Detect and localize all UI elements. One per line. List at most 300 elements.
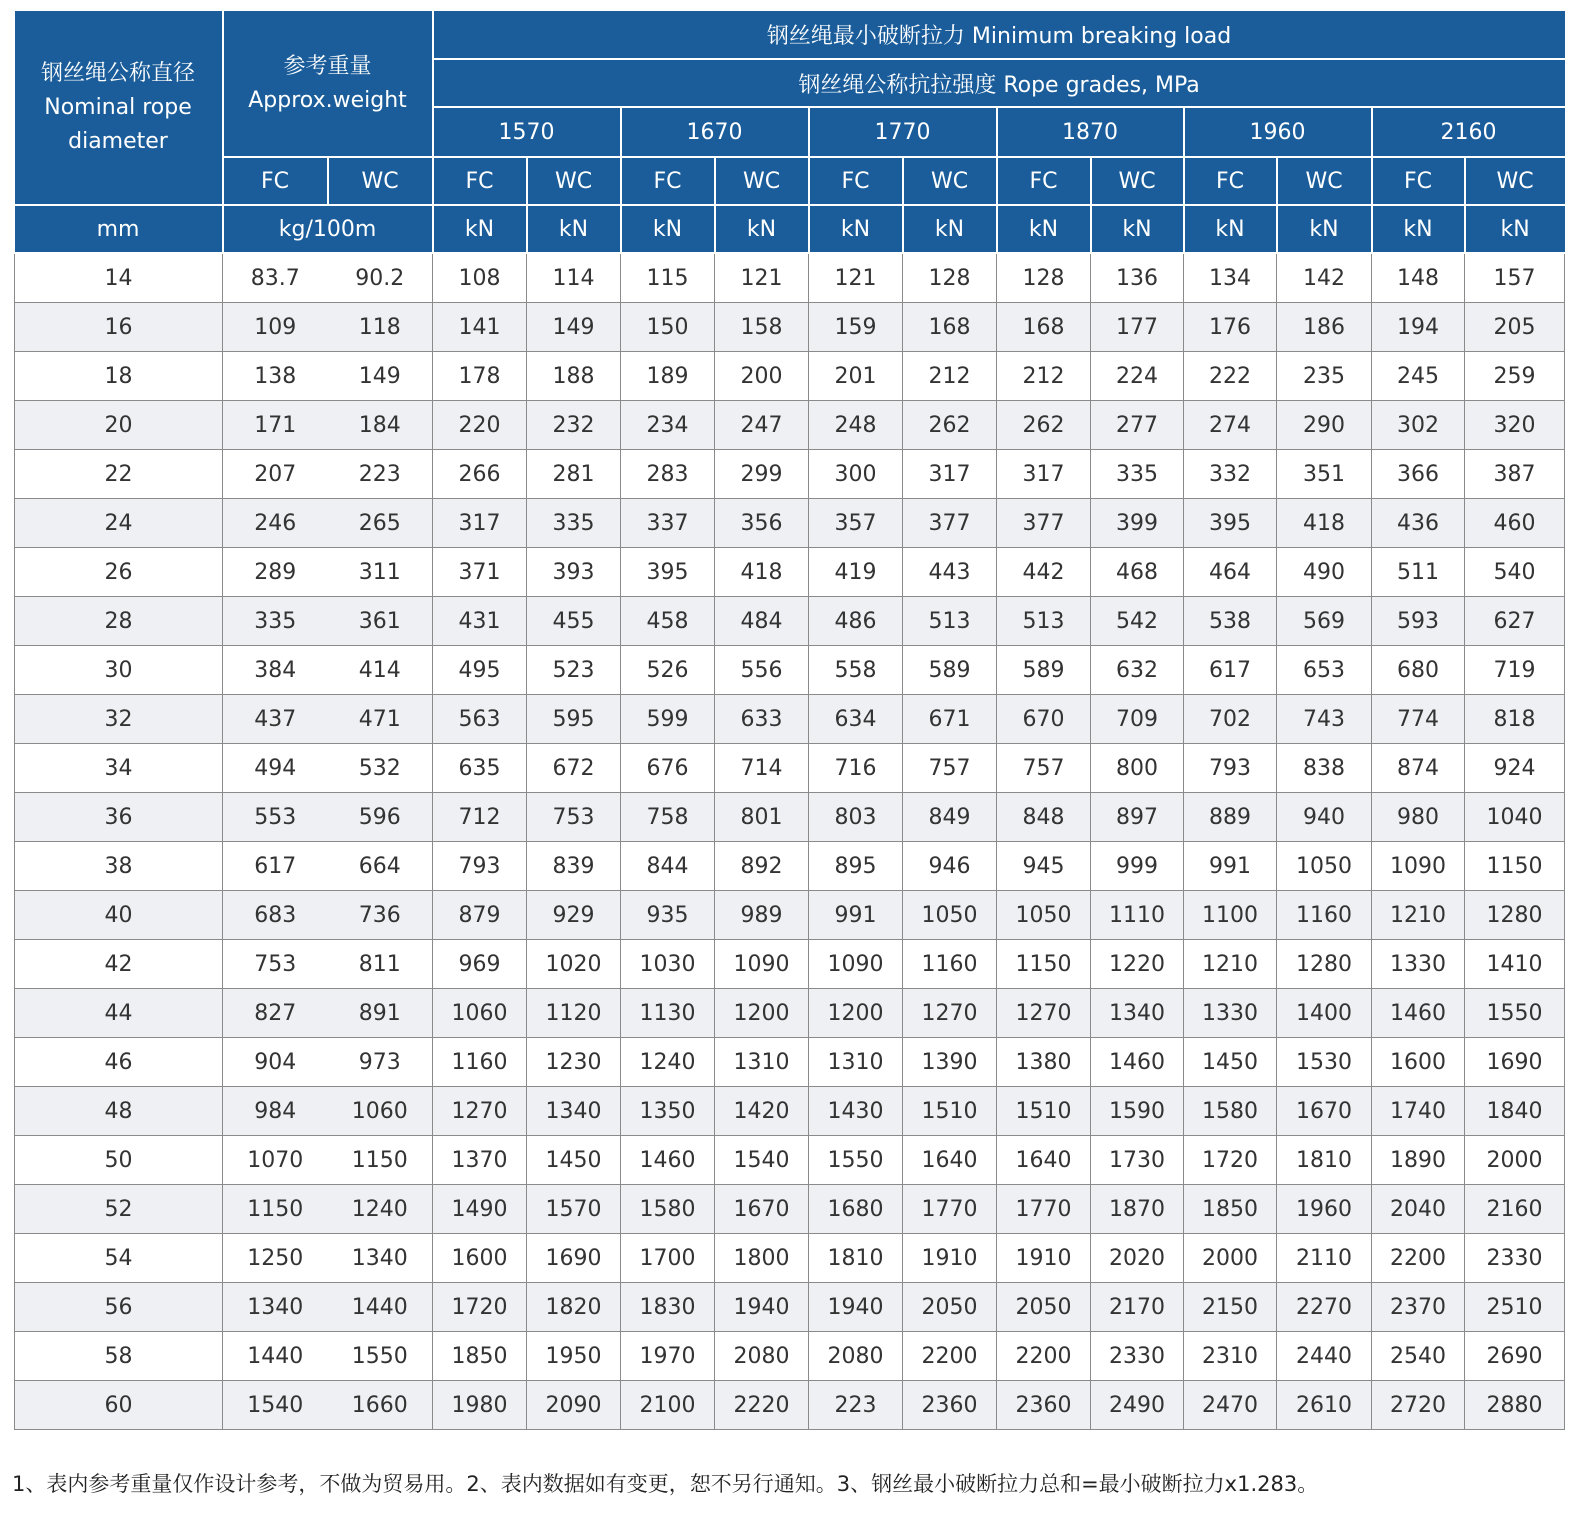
- table-cell: 2200: [903, 1332, 997, 1381]
- table-cell: 2330: [1465, 1234, 1565, 1283]
- table-cell: 464: [1184, 548, 1277, 597]
- table-cell: 1050: [997, 891, 1091, 940]
- table-cell: 844: [621, 842, 715, 891]
- table-cell: 879: [433, 891, 527, 940]
- table-cell: 563: [433, 695, 527, 744]
- table-cell: 290: [1277, 401, 1372, 450]
- table-cell: 553: [223, 793, 328, 842]
- table-cell: 1690: [527, 1234, 621, 1283]
- table-cell: 633: [715, 695, 809, 744]
- table-cell: 235: [1277, 352, 1372, 401]
- table-cell: 1640: [997, 1136, 1091, 1185]
- table-cell: 178: [433, 352, 527, 401]
- table-cell: 2540: [1372, 1332, 1465, 1381]
- table-cell: 1450: [527, 1136, 621, 1185]
- header-weight-fc: FC: [223, 157, 328, 205]
- table-cell: 1740: [1372, 1087, 1465, 1136]
- table-cell: 414: [328, 646, 433, 695]
- table-cell: 929: [527, 891, 621, 940]
- unit-kn: kN: [621, 205, 715, 253]
- table-cell: 393: [527, 548, 621, 597]
- unit-kn: kN: [1277, 205, 1372, 253]
- table-cell: 897: [1091, 793, 1184, 842]
- table-cell: 2330: [1091, 1332, 1184, 1381]
- table-cell: 223: [328, 450, 433, 499]
- table-cell: 168: [997, 303, 1091, 352]
- header-1770-fc: FC: [809, 157, 903, 205]
- table-cell: 532: [328, 744, 433, 793]
- table-cell: 1890: [1372, 1136, 1465, 1185]
- table-cell: 150: [621, 303, 715, 352]
- table-cell: 1570: [527, 1185, 621, 1234]
- header-1870-wc: WC: [1091, 157, 1184, 205]
- table-cell: 1200: [715, 989, 809, 1038]
- rope-spec-table-container: [14, 11, 1564, 1430]
- table-cell: 1800: [715, 1234, 809, 1283]
- table-cell: 1090: [715, 940, 809, 989]
- table-cell: 2040: [1372, 1185, 1465, 1234]
- table-cell: 281: [527, 450, 621, 499]
- table-cell: 1540: [223, 1381, 328, 1430]
- table-cell: 189: [621, 352, 715, 401]
- table-row: [15, 548, 1565, 597]
- cell-diameter: 30: [15, 646, 223, 695]
- table-cell: 1150: [223, 1185, 328, 1234]
- table-cell: 1250: [223, 1234, 328, 1283]
- table-cell: 159: [809, 303, 903, 352]
- header-grade-1770: 1770: [809, 107, 997, 157]
- table-cell: 839: [527, 842, 621, 891]
- table-cell: 680: [1372, 646, 1465, 695]
- table-cell: 596: [328, 793, 433, 842]
- table-cell: 1230: [527, 1038, 621, 1087]
- table-cell: 371: [433, 548, 527, 597]
- table-cell: 108: [433, 253, 527, 303]
- table-cell: 1720: [433, 1283, 527, 1332]
- header-min-breaking-load: 钢丝绳最小破断拉力 Minimum breaking load: [433, 11, 1565, 59]
- cell-diameter: 48: [15, 1087, 223, 1136]
- table-cell: 361: [328, 597, 433, 646]
- table-cell: 1550: [809, 1136, 903, 1185]
- table-cell: 1580: [1184, 1087, 1277, 1136]
- table-cell: 399: [1091, 499, 1184, 548]
- table-cell: 2610: [1277, 1381, 1372, 1430]
- cell-diameter: 16: [15, 303, 223, 352]
- table-cell: 317: [903, 450, 997, 499]
- table-cell: 1150: [328, 1136, 433, 1185]
- table-cell: 1220: [1091, 940, 1184, 989]
- table-cell: 1550: [328, 1332, 433, 1381]
- table-row: [15, 303, 1565, 352]
- table-cell: 924: [1465, 744, 1565, 793]
- header-weight-wc: WC: [328, 157, 433, 205]
- table-cell: 989: [715, 891, 809, 940]
- table-cell: 1210: [1372, 891, 1465, 940]
- table-cell: 431: [433, 597, 527, 646]
- cell-diameter: 28: [15, 597, 223, 646]
- table-cell: 753: [527, 793, 621, 842]
- table-cell: 351: [1277, 450, 1372, 499]
- table-cell: 186: [1277, 303, 1372, 352]
- table-row: [15, 1332, 1565, 1381]
- table-cell: 1910: [903, 1234, 997, 1283]
- table-cell: 1270: [903, 989, 997, 1038]
- table-cell: 1400: [1277, 989, 1372, 1038]
- table-cell: 115: [621, 253, 715, 303]
- table-cell: 468: [1091, 548, 1184, 597]
- table-cell: 1150: [1465, 842, 1565, 891]
- table-cell: 158: [715, 303, 809, 352]
- table-cell: 455: [527, 597, 621, 646]
- unit-kn: kN: [1091, 205, 1184, 253]
- table-cell: 1270: [433, 1087, 527, 1136]
- table-cell: 149: [527, 303, 621, 352]
- table-row: [15, 1381, 1565, 1430]
- table-cell: 1510: [903, 1087, 997, 1136]
- table-cell: 299: [715, 450, 809, 499]
- table-cell: 1940: [715, 1283, 809, 1332]
- table-cell: 205: [1465, 303, 1565, 352]
- header-grade-1960: 1960: [1184, 107, 1372, 157]
- table-cell: 436: [1372, 499, 1465, 548]
- table-cell: 946: [903, 842, 997, 891]
- table-cell: 121: [715, 253, 809, 303]
- cell-diameter: 20: [15, 401, 223, 450]
- table-cell: 801: [715, 793, 809, 842]
- table-row: [15, 499, 1565, 548]
- table-cell: 999: [1091, 842, 1184, 891]
- cell-diameter: 22: [15, 450, 223, 499]
- table-cell: 1460: [1091, 1038, 1184, 1087]
- table-cell: 1980: [433, 1381, 527, 1430]
- table-cell: 266: [433, 450, 527, 499]
- table-cell: 1850: [433, 1332, 527, 1381]
- table-cell: 2310: [1184, 1332, 1277, 1381]
- cell-diameter: 24: [15, 499, 223, 548]
- table-cell: 1060: [433, 989, 527, 1038]
- table-cell: 302: [1372, 401, 1465, 450]
- table-cell: 736: [328, 891, 433, 940]
- table-cell: 1970: [621, 1332, 715, 1381]
- unit-kn: kN: [715, 205, 809, 253]
- table-cell: 1060: [328, 1087, 433, 1136]
- header-1770-wc: WC: [903, 157, 997, 205]
- table-cell: 300: [809, 450, 903, 499]
- table-cell: 259: [1465, 352, 1565, 401]
- table-cell: 2360: [997, 1381, 1091, 1430]
- table-cell: 2100: [621, 1381, 715, 1430]
- table-cell: 484: [715, 597, 809, 646]
- table-cell: 1420: [715, 1087, 809, 1136]
- table-cell: 1640: [903, 1136, 997, 1185]
- table-cell: 148: [1372, 253, 1465, 303]
- table-cell: 335: [1091, 450, 1184, 499]
- table-cell: 118: [328, 303, 433, 352]
- table-cell: 714: [715, 744, 809, 793]
- table-cell: 1600: [433, 1234, 527, 1283]
- unit-kn: kN: [433, 205, 527, 253]
- table-cell: 627: [1465, 597, 1565, 646]
- table-cell: 246: [223, 499, 328, 548]
- table-cell: 109: [223, 303, 328, 352]
- table-cell: 991: [809, 891, 903, 940]
- table-cell: 1350: [621, 1087, 715, 1136]
- table-cell: 223: [809, 1381, 903, 1430]
- table-cell: 991: [1184, 842, 1277, 891]
- table-cell: 495: [433, 646, 527, 695]
- table-cell: 1160: [433, 1038, 527, 1087]
- table-cell: 2080: [809, 1332, 903, 1381]
- table-cell: 138: [223, 352, 328, 401]
- table-cell: 277: [1091, 401, 1184, 450]
- table-cell: 1440: [223, 1332, 328, 1381]
- table-cell: 940: [1277, 793, 1372, 842]
- table-cell: 248: [809, 401, 903, 450]
- table-cell: 128: [903, 253, 997, 303]
- table-cell: 1240: [621, 1038, 715, 1087]
- table-cell: 511: [1372, 548, 1465, 597]
- table-cell: 2720: [1372, 1381, 1465, 1430]
- table-row: [15, 253, 1565, 303]
- table-cell: 2690: [1465, 1332, 1565, 1381]
- table-cell: 168: [903, 303, 997, 352]
- table-cell: 538: [1184, 597, 1277, 646]
- table-cell: 337: [621, 499, 715, 548]
- table-cell: 1050: [903, 891, 997, 940]
- cell-diameter: 36: [15, 793, 223, 842]
- header-1870-fc: FC: [997, 157, 1091, 205]
- table-cell: 114: [527, 253, 621, 303]
- table-cell: 247: [715, 401, 809, 450]
- table-cell: 1950: [527, 1332, 621, 1381]
- unit-kn: kN: [903, 205, 997, 253]
- table-row: [15, 940, 1565, 989]
- table-cell: 1020: [527, 940, 621, 989]
- table-cell: 589: [903, 646, 997, 695]
- table-cell: 774: [1372, 695, 1465, 744]
- table-cell: 486: [809, 597, 903, 646]
- table-cell: 1160: [903, 940, 997, 989]
- table-cell: 683: [223, 891, 328, 940]
- table-cell: 874: [1372, 744, 1465, 793]
- table-cell: 1670: [715, 1185, 809, 1234]
- table-cell: 384: [223, 646, 328, 695]
- unit-kn: kN: [527, 205, 621, 253]
- table-row: [15, 1234, 1565, 1283]
- table-cell: 838: [1277, 744, 1372, 793]
- table-cell: 134: [1184, 253, 1277, 303]
- table-cell: 1870: [1091, 1185, 1184, 1234]
- table-cell: 1690: [1465, 1038, 1565, 1087]
- table-cell: 90.2: [328, 253, 433, 303]
- table-cell: 593: [1372, 597, 1465, 646]
- header-rope-grades: 钢丝绳公称抗拉强度 Rope grades, MPa: [433, 59, 1565, 107]
- table-cell: 1090: [1372, 842, 1465, 891]
- table-cell: 207: [223, 450, 328, 499]
- table-cell: 1380: [997, 1038, 1091, 1087]
- table-row: [15, 695, 1565, 744]
- table-cell: 1670: [1277, 1087, 1372, 1136]
- table-cell: 2200: [1372, 1234, 1465, 1283]
- table-cell: 490: [1277, 548, 1372, 597]
- unit-diameter-mm: mm: [15, 205, 223, 253]
- table-cell: 1270: [997, 989, 1091, 1038]
- table-cell: 526: [621, 646, 715, 695]
- table-cell: 2880: [1465, 1381, 1565, 1430]
- table-cell: 891: [328, 989, 433, 1038]
- table-cell: 904: [223, 1038, 328, 1087]
- table-cell: 1590: [1091, 1087, 1184, 1136]
- table-cell: 889: [1184, 793, 1277, 842]
- table-cell: 232: [527, 401, 621, 450]
- table-cell: 1210: [1184, 940, 1277, 989]
- table-cell: 149: [328, 352, 433, 401]
- table-cell: 1720: [1184, 1136, 1277, 1185]
- table-cell: 1340: [1091, 989, 1184, 1038]
- table-cell: 1770: [997, 1185, 1091, 1234]
- table-cell: 595: [527, 695, 621, 744]
- table-cell: 1340: [328, 1234, 433, 1283]
- table-cell: 617: [223, 842, 328, 891]
- table-row: [15, 597, 1565, 646]
- table-cell: 1280: [1465, 891, 1565, 940]
- table-cell: 1460: [621, 1136, 715, 1185]
- table-cell: 2160: [1465, 1185, 1565, 1234]
- table-cell: 2110: [1277, 1234, 1372, 1283]
- table-cell: 2470: [1184, 1381, 1277, 1430]
- table-cell: 200: [715, 352, 809, 401]
- cell-diameter: 50: [15, 1136, 223, 1185]
- table-cell: 1100: [1184, 891, 1277, 940]
- table-cell: 494: [223, 744, 328, 793]
- table-cell: 1340: [527, 1087, 621, 1136]
- table-cell: 212: [997, 352, 1091, 401]
- table-cell: 1600: [1372, 1038, 1465, 1087]
- table-cell: 1660: [328, 1381, 433, 1430]
- table-cell: 377: [997, 499, 1091, 548]
- table-cell: 458: [621, 597, 715, 646]
- table-cell: 2020: [1091, 1234, 1184, 1283]
- cell-diameter: 42: [15, 940, 223, 989]
- table-cell: 1550: [1465, 989, 1565, 1038]
- table-cell: 1280: [1277, 940, 1372, 989]
- header-nominal-diameter-en-line1: Nominal rope: [44, 94, 192, 120]
- table-row: [15, 891, 1565, 940]
- header-nominal-diameter: [15, 11, 223, 205]
- table-cell: 712: [433, 793, 527, 842]
- table-cell: 1030: [621, 940, 715, 989]
- cell-diameter: 14: [15, 253, 223, 303]
- table-cell: 1040: [1465, 793, 1565, 842]
- table-cell: 1730: [1091, 1136, 1184, 1185]
- cell-diameter: 58: [15, 1332, 223, 1381]
- cell-diameter: 46: [15, 1038, 223, 1087]
- table-cell: 356: [715, 499, 809, 548]
- cell-diameter: 26: [15, 548, 223, 597]
- table-cell: 556: [715, 646, 809, 695]
- table-cell: 716: [809, 744, 903, 793]
- table-cell: 1160: [1277, 891, 1372, 940]
- table-cell: 1130: [621, 989, 715, 1038]
- table-cell: 670: [997, 695, 1091, 744]
- table-cell: 811: [328, 940, 433, 989]
- table-cell: 1810: [809, 1234, 903, 1283]
- table-cell: 2000: [1465, 1136, 1565, 1185]
- table-cell: 317: [997, 450, 1091, 499]
- table-cell: 1810: [1277, 1136, 1372, 1185]
- table-cell: 121: [809, 253, 903, 303]
- table-cell: 274: [1184, 401, 1277, 450]
- table-cell: 184: [328, 401, 433, 450]
- header-grade-1870: 1870: [997, 107, 1184, 157]
- table-cell: 793: [433, 842, 527, 891]
- table-cell: 1440: [328, 1283, 433, 1332]
- table-row: [15, 1038, 1565, 1087]
- table-cell: 2170: [1091, 1283, 1184, 1332]
- table-cell: 743: [1277, 695, 1372, 744]
- table-cell: 332: [1184, 450, 1277, 499]
- table-cell: 443: [903, 548, 997, 597]
- table-cell: 157: [1465, 253, 1565, 303]
- table-cell: 1960: [1277, 1185, 1372, 1234]
- cell-diameter: 56: [15, 1283, 223, 1332]
- table-cell: 2090: [527, 1381, 621, 1430]
- header-grade-1570: 1570: [433, 107, 621, 157]
- table-cell: 128: [997, 253, 1091, 303]
- table-cell: 265: [328, 499, 433, 548]
- table-cell: 262: [903, 401, 997, 450]
- table-cell: 1530: [1277, 1038, 1372, 1087]
- table-cell: 437: [223, 695, 328, 744]
- table-cell: 418: [1277, 499, 1372, 548]
- table-cell: 849: [903, 793, 997, 842]
- cell-diameter: 18: [15, 352, 223, 401]
- table-cell: 141: [433, 303, 527, 352]
- table-cell: 2220: [715, 1381, 809, 1430]
- table-cell: 945: [997, 842, 1091, 891]
- table-cell: 1580: [621, 1185, 715, 1234]
- table-cell: 220: [433, 401, 527, 450]
- table-cell: 83.7: [223, 253, 328, 303]
- table-row: [15, 1136, 1565, 1185]
- table-cell: 1460: [1372, 989, 1465, 1038]
- table-cell: 1820: [527, 1283, 621, 1332]
- table-cell: 262: [997, 401, 1091, 450]
- table-cell: 513: [903, 597, 997, 646]
- table-cell: 2490: [1091, 1381, 1184, 1430]
- table-cell: 320: [1465, 401, 1565, 450]
- table-cell: 188: [527, 352, 621, 401]
- table-cell: 757: [903, 744, 997, 793]
- table-cell: 664: [328, 842, 433, 891]
- header-2160-wc: WC: [1465, 157, 1565, 205]
- table-cell: 177: [1091, 303, 1184, 352]
- table-cell: 419: [809, 548, 903, 597]
- table-cell: 753: [223, 940, 328, 989]
- header-1570-wc: WC: [527, 157, 621, 205]
- table-cell: 2360: [903, 1381, 997, 1430]
- table-cell: 1770: [903, 1185, 997, 1234]
- table-row: [15, 1283, 1565, 1332]
- header-1670-fc: FC: [621, 157, 715, 205]
- table-row: [15, 1185, 1565, 1234]
- table-cell: 317: [433, 499, 527, 548]
- table-row: [15, 793, 1565, 842]
- table-cell: 1330: [1372, 940, 1465, 989]
- table-cell: 171: [223, 401, 328, 450]
- table-cell: 973: [328, 1038, 433, 1087]
- table-cell: 311: [328, 548, 433, 597]
